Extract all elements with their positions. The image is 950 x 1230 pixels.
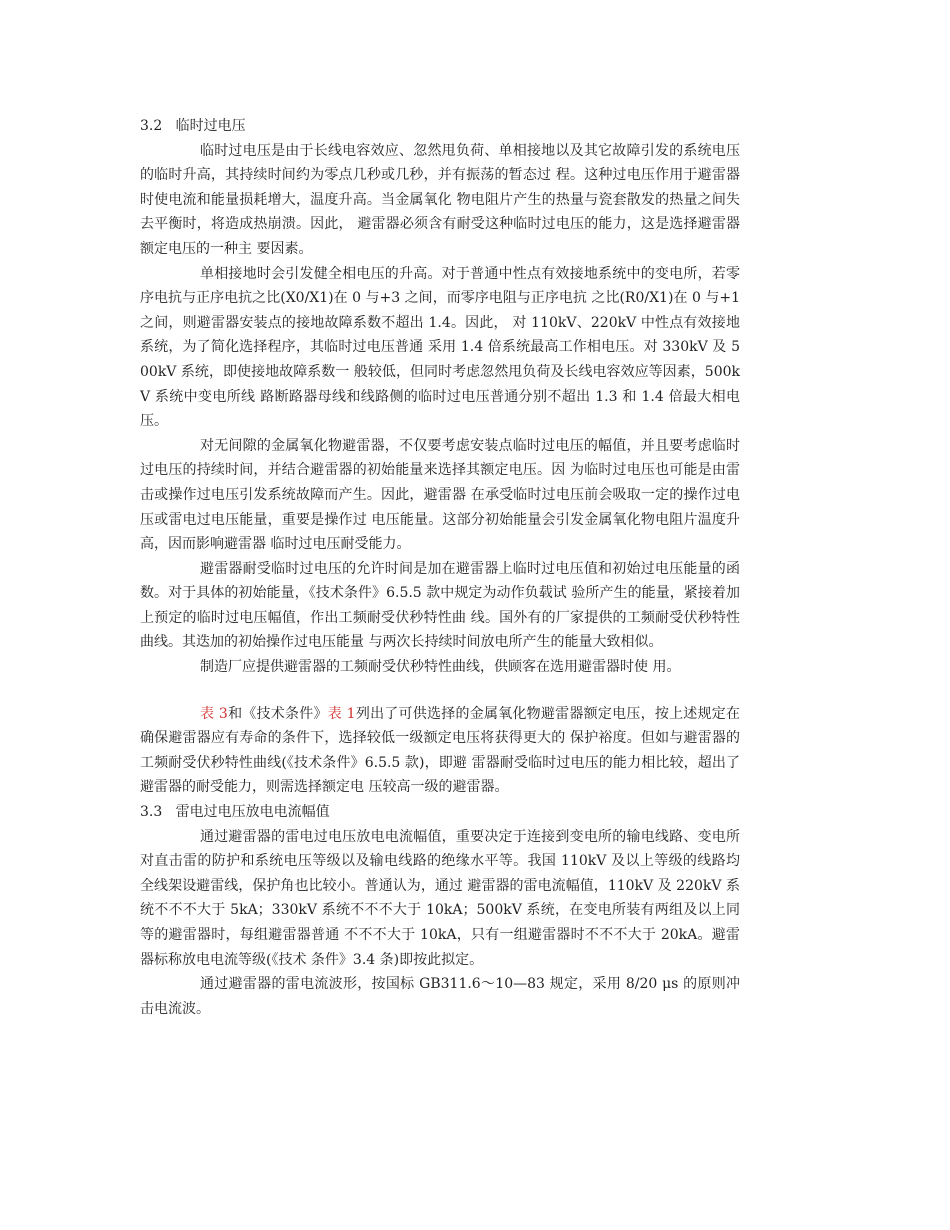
paragraph: 通过避雷器的雷电流波形，按国标 GB311.6～10—83 规定，采用 8/20 μs 的原则冲击电流波。 xyxy=(140,976,740,1017)
paragraph: 对无间隙的金属氧化物避雷器，不仅要考虑安装点临时过电压的幅值，并且要考虑临时过电压的持续时间，并结合避雷器的初始能量来选择其额定电压。因 为临时过电压也可能是由雷击或操作过电压引发系统故障而产生。因此，避雷器 在承受临时过电压前会吸取一定的操作过电压或雷电过电压能量，重要是操作过 电压能量。这部分初始能量会引发金属氧化物电阻片温度升高，因而影响避雷器 临时过电压耐受能力。 xyxy=(140,437,740,553)
section-heading-3-2: 3.2 临时过电压 xyxy=(140,118,246,134)
paragraph: 通过避雷器的雷电过电压放电电流幅值，重要决定于连接到变电所的输电线路、变电所对直击雷的防护和系统电压等级以及输电线路的绝缘水平等。我国 110kV 及以上等级的线路均全线架设避雷线，保护角也比较小。普通认为，通过 避雷器的雷电流幅值，110kV 及 220kV 系统不不不大于 5kA；330kV 系统不不不大于 10kA；500kV 系统，在变电所装有两组及以上同等的避雷器时，每组避雷器普通 不不不大于 10kA，只有一组避雷器时不不不大于 20kA。避雷器标称放电电流等级(《技术 条件》3.4 条)即按此拟定。 xyxy=(140,828,740,968)
section-heading-3-3: 3.3 雷电过电压放电电流幅值 xyxy=(140,804,330,821)
table-3-link[interactable]: 表 3 xyxy=(200,705,228,722)
table-reference-paragraph xyxy=(140,702,740,800)
paragraph-text: 和《技术条件》 xyxy=(227,705,328,722)
document-page xyxy=(140,114,740,1021)
paragraph: 临时过电压是由于长线电容效应、忽然甩负荷、单相接地以及其它故障引发的系统电压的临时升高，其持续时间约为零点几秒或几秒，并有振荡的暂态过 程。这种过电压作用于避雷器时使电流和能量损耗增大，温度升高。当金属氧化 物电阻片产生的热量与瓷套散发的热量之间失去平衡时，将造成热崩溃。因此， 避雷器必须含有耐受这种临时过电压的能力，这是选择避雷器额定电压的一种主 要因素。 xyxy=(140,142,740,257)
table-1-link[interactable]: 表 1 xyxy=(327,705,356,722)
paragraph: 避雷器耐受临时过电压的允许时间是加在避雷器上临时过电压值和初始过电压能量的函数。对于具体的初始能量，《技术条件》6.5.5 款中规定为动作负载试 验所产生的能量，紧接着加上预定的临时过电压幅值，作出工频耐受伏秒特性曲 线。国外有的厂家提供的工频耐受伏秒特性曲线。其迭加的初始操作过电压能量 与两次长持续时间放电所产生的能量大致相似。 xyxy=(140,560,740,651)
paragraph: 制造厂应提供避雷器的工频耐受伏秒特性曲线，供顾客在选用避雷器时使 用。 xyxy=(200,659,681,676)
paragraph-text: 列出了可供选择的金属氧化物避雷器额定电压，按上述规定在确保避雷器应有寿命的条件下，选择较低一级额定电压将获得更大的 保护裕度。但如与避雷器的工频耐受伏秒特性曲线(《技术条件》6.5.5 款)，即避 雷器耐受临时过电压的能力相比较，超出了避雷器的耐受能力，则需选择额定电 压较高一级的避雷器。 xyxy=(140,705,741,796)
paragraph-gap xyxy=(140,680,740,702)
paragraph: 单相接地时会引发健全相电压的升高。对于普通中性点有效接地系统中的变电所，若零序电抗与正序电抗之比(X0/X1)在 0 与+3 之间，而零序电阻与正序电抗 之比(R0/X1)在 0 与+1 之间，则避雷器安装点的接地故障系数不超出 1.4。因此， 对 110kV、220kV 中性点有效接地系统，为了简化选择程序，其临时过电压普通 采用 1.4 倍系统最高工作相电压。对 330kV 及 500kV 系统，即使接地故障系数一 般较低，但同时考虑忽然甩负荷及长线电容效应等因素，500kV 系统中变电所线 路断路器母线和线路侧的临时过电压普通分别不超出 1.3 和 1.4 倍最大相电压。 xyxy=(140,265,740,430)
